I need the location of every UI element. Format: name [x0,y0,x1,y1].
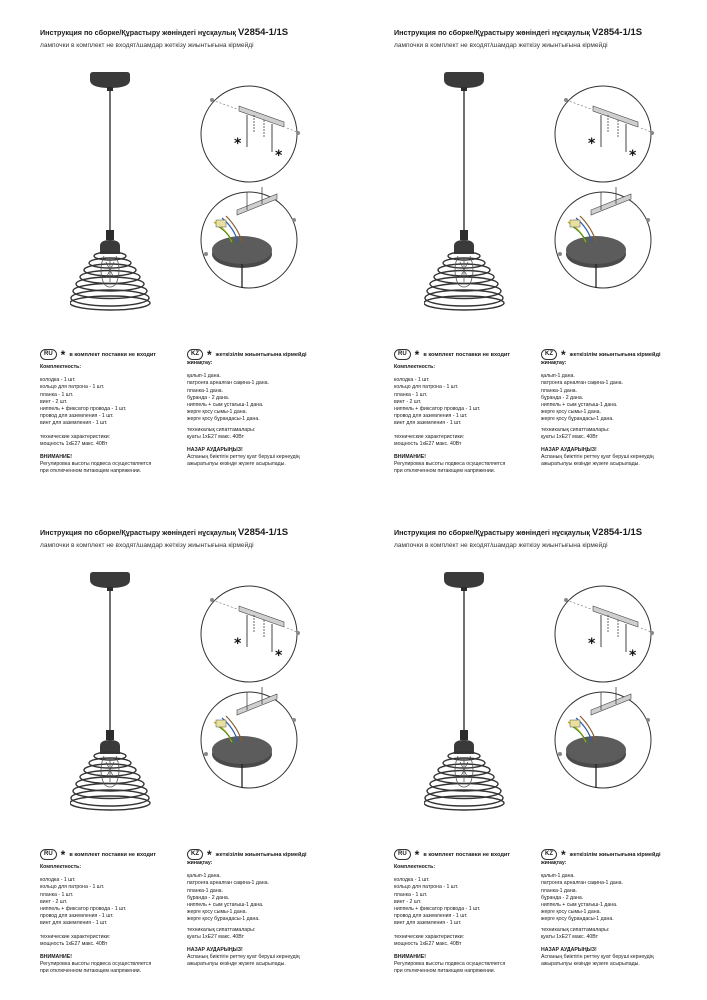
ru-warning-title: ВНИМАНИЕ! [40,454,72,461]
kz-badge: KZ [187,349,203,360]
kz-warning-line: Аспаның биіктігін реттеу қуат беруші кернеудің [187,454,300,461]
kz-item: планка-1 дана. [187,387,224,394]
lamp-socket [454,730,474,754]
kz-legend [541,849,661,860]
kz-legend [187,849,307,860]
ru-warning-line: Регулировка высоты подвеса осуществляется [394,461,506,468]
detail-circle-wiring [201,687,297,788]
ru-item: винт для заземления - 1 шт. [394,420,462,427]
ceiling-canopy [90,572,130,591]
instruction-subtitle: лампочки в комплект не входят/шамдар жеткізу жиынтығына кірмейді [394,542,608,549]
kz-item: жерге қосу сымы-1 дана. [541,909,601,916]
kz-warning-line: Аспаның биіктігін реттеу қуат беруші кернеудің [187,954,300,961]
instruction-title: Инструкция по сборке/Құрастыру жөніндегі нұсқаулық V2854-1/1S [40,27,289,38]
detail-circle-bracket [201,86,300,182]
kz-item: ниппель + сым ұстағыш-1 дана. [187,902,264,909]
ru-badge: RU [394,349,411,360]
ru-text-column [394,364,539,476]
model-number: V2854-1/1S [591,527,643,538]
pendant-lamp-illustration [70,570,170,820]
kz-warning-title: НАЗАР АУДАРЫҢЫЗ! [541,947,597,954]
ru-item: винт - 2 шт. [40,898,68,905]
ru-item: ниппель + фиксатор провода - 1 шт. [40,406,127,413]
model-number: V2854-1/1S [591,27,643,38]
kz-item: ниппель + сым ұстағыш-1 дана. [541,902,618,909]
kz-item: жерге қосу бұрандасы-1 дана. [541,416,614,423]
kz-item: жерге қосу бұрандасы-1 дана. [187,416,260,423]
detail-circle-wiring [555,187,651,288]
kz-tech-value: қуаты 1хЕ27 макс. 40Вт [187,433,244,440]
ru-warning-line: при отключенном питающем напряжении. [40,968,142,975]
kz-text-column [541,360,691,469]
asterisk-icon: * [561,847,566,862]
kz-contents-title: жинақтау: [541,860,567,866]
ru-warning-line: при отключенном питающем напряжении. [394,968,496,975]
detail-circle-bracket [555,586,654,682]
detail-circle-wiring [201,187,297,288]
ru-legend-note: в комплект поставки не входит [423,851,511,858]
kz-item: ниппель + сым ұстағыш-1 дана. [541,402,618,409]
ru-item: винт для заземления - 1 шт. [394,920,462,927]
instruction-sheet-bottom-left [0,500,353,1000]
ru-item: планка - 1 шт. [40,891,74,898]
pendant-lamp-illustration [424,570,524,820]
ru-text-column [40,864,185,976]
ru-legend [394,849,510,860]
ru-item: колодка - 1 шт. [40,377,76,384]
ru-warning-title: ВНИМАНИЕ! [394,954,426,961]
ru-tech-title: технические характеристики: [394,933,465,940]
svg-text:*: * [588,636,596,652]
kz-item: жерге қосу бұрандасы-1 дана. [541,916,614,923]
asterisk-icon: * [414,347,420,362]
ru-item: кольцо для патрона - 1 шт. [394,384,459,391]
kz-legend-note: жеткізілім жиынтығына кірмейді [569,851,661,858]
ru-legend [40,349,156,360]
kz-warning-title: НАЗАР АУДАРЫҢЫЗ! [187,447,243,454]
kz-tech-title: техникалық сипаттамалары: [187,926,256,933]
ru-item: винт для заземления - 1 шт. [40,420,108,427]
kz-warning-line: ажыратылуы кезінде жүзеге асырылады. [541,961,640,968]
kz-tech-value: қуаты 1хЕ27 макс. 40Вт [541,933,598,940]
ru-text-column [40,364,185,476]
detail-circle-bracket [201,586,300,682]
instruction-title: Инструкция по сборке/Құрастыру жөніндегі нұсқаулық V2854-1/1S [40,527,289,538]
mounting-details-illustration [546,82,661,307]
kz-item: жерге қосу сымы-1 дана. [187,909,247,916]
ceiling-canopy [444,72,484,91]
svg-text:*: * [275,148,283,164]
svg-text:*: * [588,136,596,152]
kz-item: қалып-1 дана. [541,873,575,880]
ru-item: провод для заземления - 1 шт. [40,913,114,920]
ru-tech-value: мощность 1хЕ27 макс. 40Вт [394,440,462,447]
ru-item: планка - 1 шт. [40,391,74,398]
kz-item: патронға арналған сақина-1 дана. [541,880,623,887]
ru-warning-line: Регулировка высоты подвеса осуществляется [40,961,152,968]
ru-warning-line: Регулировка высоты подвеса осуществляется [394,961,506,968]
ru-warning-line: при отключенном питающем напряжении. [40,468,142,475]
filament-bulb [101,256,119,287]
kz-badge: KZ [187,849,203,860]
kz-legend [187,349,307,360]
mounting-details-illustration [546,582,661,807]
ru-warning-line: Регулировка высоты подвеса осуществляется [40,461,152,468]
pendant-lamp-illustration [70,70,170,320]
kz-text-column [187,360,337,469]
kz-badge: KZ [541,849,557,860]
ru-tech-value: мощность 1хЕ27 макс. 40Вт [40,940,108,947]
svg-text:*: * [629,648,637,664]
ru-item: кольцо для патрона - 1 шт. [40,884,105,891]
ru-item: ниппель + фиксатор провода - 1 шт. [40,906,127,913]
ru-item: кольцо для патрона - 1 шт. [40,384,105,391]
svg-text:*: * [629,148,637,164]
ru-tech-title: технические характеристики: [394,433,465,440]
kz-item: бұранда - 2 дана. [187,394,230,401]
ru-contents-title: Комплектность: [394,364,436,370]
ceiling-canopy [90,72,130,91]
asterisk-icon: * [414,847,420,862]
ru-item: планка - 1 шт. [394,391,428,398]
ru-legend [40,849,156,860]
kz-item: планка-1 дана. [541,887,578,894]
instruction-title: Инструкция по сборке/Құрастыру жөніндегі нұсқаулық V2854-1/1S [394,27,643,38]
lamp-socket [100,730,120,754]
ru-tech-title: технические характеристики: [40,933,111,940]
ru-warning-title: ВНИМАНИЕ! [40,954,72,961]
ru-legend-note: в комплект поставки не входит [69,851,157,858]
kz-tech-title: техникалық сипаттамалары: [541,926,610,933]
ru-item: провод для заземления - 1 шт. [394,413,468,420]
kz-text-column [541,860,691,969]
kz-item: жерге қосу бұрандасы-1 дана. [187,916,260,923]
kz-warning-line: Аспаның биіктігін реттеу қуат беруші кернеудің [541,454,654,461]
kz-legend-note: жеткізілім жиынтығына кірмейді [569,351,661,358]
instruction-title: Инструкция по сборке/Құрастыру жөніндегі нұсқаулық V2854-1/1S [394,527,643,538]
detail-circle-wiring [555,687,651,788]
kz-item: бұранда - 2 дана. [187,894,230,901]
svg-text:*: * [234,136,242,152]
kz-item: патронға арналған сақина-1 дана. [187,380,269,387]
kz-item: бұранда - 2 дана. [541,394,584,401]
kz-item: планка-1 дана. [187,887,224,894]
kz-legend [541,349,661,360]
lamp-socket [454,230,474,254]
ru-legend-note: в комплект поставки не входит [69,351,157,358]
ru-warning-title: ВНИМАНИЕ! [394,454,426,461]
kz-item: жерге қосу сымы-1 дана. [187,409,247,416]
ru-item: винт - 2 шт. [40,398,68,405]
ru-item: колодка - 1 шт. [394,877,430,884]
kz-contents-title: жинақтау: [187,360,213,366]
ru-item: провод для заземления - 1 шт. [394,913,468,920]
instruction-sheet-top-left [0,0,353,500]
kz-tech-title: техникалық сипаттамалары: [541,426,610,433]
ru-tech-title: технические характеристики: [40,433,111,440]
ru-tech-value: мощность 1хЕ27 макс. 40Вт [40,440,108,447]
ru-contents-title: Комплектность: [40,864,82,870]
ru-item: провод для заземления - 1 шт. [40,413,114,420]
kz-contents-title: жинақтау: [187,860,213,866]
ceiling-canopy [444,572,484,591]
detail-circle-bracket [555,86,654,182]
mounting-details-illustration [192,582,307,807]
asterisk-icon: * [207,847,212,862]
svg-text:*: * [234,636,242,652]
kz-warning-title: НАЗАР АУДАРЫҢЫЗ! [187,947,243,954]
instruction-subtitle: лампочки в комплект не входят/шамдар жеткізу жиынтығына кірмейді [394,42,608,49]
ru-contents-title: Комплектность: [394,864,436,870]
kz-tech-title: техникалық сипаттамалары: [187,426,256,433]
kz-item: патронға арналған сақина-1 дана. [541,380,623,387]
ru-item: планка - 1 шт. [394,891,428,898]
kz-warning-line: ажыратылуы кезінде жүзеге асырылады. [187,961,286,968]
svg-text:*: * [275,648,283,664]
ru-legend-note: в комплект поставки не входит [423,351,511,358]
kz-contents-title: жинақтау: [541,360,567,366]
ru-legend [394,349,510,360]
kz-text-column [187,860,337,969]
instruction-subtitle: лампочки в комплект не входят/шамдар жеткізу жиынтығына кірмейді [40,42,254,49]
instruction-sheet-top-right [354,0,707,500]
kz-tech-value: қуаты 1хЕ27 макс. 40Вт [541,433,598,440]
kz-warning-line: Аспаның биіктігін реттеу қуат беруші кернеудің [541,954,654,961]
kz-item: қалып-1 дана. [541,373,575,380]
ru-item: ниппель + фиксатор провода - 1 шт. [394,906,481,913]
filament-bulb [455,256,473,287]
mounting-details-illustration [192,82,307,307]
pendant-lamp-illustration [424,70,524,320]
ru-badge: RU [40,349,57,360]
asterisk-icon: * [60,347,66,362]
kz-tech-value: қуаты 1хЕ27 макс. 40Вт [187,933,244,940]
kz-badge: KZ [541,349,557,360]
filament-bulb [101,756,119,787]
lamp-socket [100,230,120,254]
ru-item: винт для заземления - 1 шт. [40,920,108,927]
kz-warning-line: ажыратылуы кезінде жүзеге асырылады. [187,461,286,468]
instruction-sheet-bottom-right [354,500,707,1000]
asterisk-icon: * [207,347,212,362]
ru-warning-line: при отключенном питающем напряжении. [394,468,496,475]
kz-warning-line: ажыратылуы кезінде жүзеге асырылады. [541,461,640,468]
filament-bulb [455,756,473,787]
ru-badge: RU [394,849,411,860]
kz-item: жерге қосу сымы-1 дана. [541,409,601,416]
ru-item: колодка - 1 шт. [394,377,430,384]
kz-item: патронға арналған сақина-1 дана. [187,880,269,887]
ru-item: ниппель + фиксатор провода - 1 шт. [394,406,481,413]
ru-text-column [394,864,539,976]
instruction-subtitle: лампочки в комплект не входят/шамдар жеткізу жиынтығына кірмейді [40,542,254,549]
ru-item: винт - 2 шт. [394,398,422,405]
ru-contents-title: Комплектность: [40,364,82,370]
ru-badge: RU [40,849,57,860]
kz-item: қалып-1 дана. [187,873,221,880]
ru-item: кольцо для патрона - 1 шт. [394,884,459,891]
kz-item: ниппель + сым ұстағыш-1 дана. [187,402,264,409]
model-number: V2854-1/1S [237,527,289,538]
model-number: V2854-1/1S [237,27,289,38]
ru-item: винт - 2 шт. [394,898,422,905]
ru-tech-value: мощность 1хЕ27 макс. 40Вт [394,940,462,947]
asterisk-icon: * [561,347,566,362]
kz-legend-note: жеткізілім жиынтығына кірмейді [215,851,307,858]
kz-warning-title: НАЗАР АУДАРЫҢЫЗ! [541,447,597,454]
kz-item: планка-1 дана. [541,387,578,394]
ru-item: колодка - 1 шт. [40,877,76,884]
kz-legend-note: жеткізілім жиынтығына кірмейді [215,351,307,358]
kz-item: бұранда - 2 дана. [541,894,584,901]
kz-item: қалып-1 дана. [187,373,221,380]
asterisk-icon: * [60,847,66,862]
